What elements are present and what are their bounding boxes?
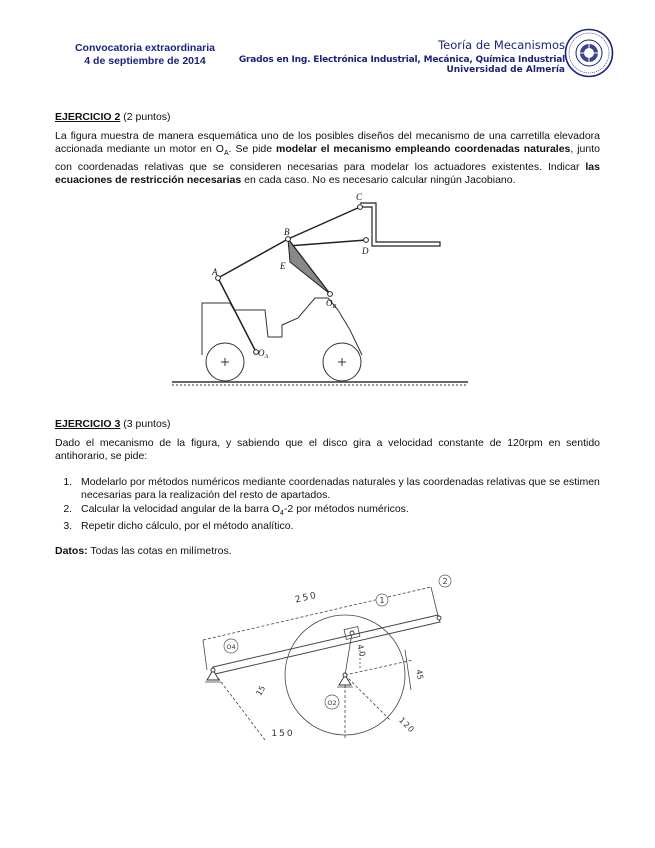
- fork-frame: [360, 203, 440, 246]
- label-a: A: [212, 267, 218, 277]
- exercise-2-statement: [55, 130, 600, 187]
- label-oa: $O_A$: [258, 348, 269, 360]
- exercise-3-list: [55, 476, 600, 533]
- datos-label: Datos:: [55, 545, 88, 557]
- exercise-3-title: EJERCICIO 3: [55, 418, 121, 430]
- ex2-bold-2: las ecuaciones de restricción necesarias: [55, 160, 600, 186]
- exercise-3-intro: [55, 437, 600, 464]
- link-e-d: [288, 240, 366, 246]
- forklift-diagram: [170, 190, 470, 390]
- exam-date: 4 de septiembre de 2014: [84, 55, 206, 67]
- dim-45: 45: [414, 668, 425, 681]
- exercise-3-points: (3 puntos): [123, 418, 171, 430]
- dim-250: 250: [294, 590, 319, 606]
- header-left: [60, 42, 230, 68]
- label-1: 1: [379, 596, 385, 605]
- ex3-intro-text: Dado el mecanismo de la figura, y sabiendo que el disco gira a velocidad constante de 120rpm en sentido antihorario, se pide:: [55, 437, 600, 463]
- ex2-text-3: , junto con coordenadas relativas que se consideren necesarias para modelar los actuadores existentes. Indicar: [55, 143, 600, 173]
- link-oa-a: [218, 278, 256, 352]
- exercise-2-heading: [55, 111, 171, 123]
- university-name: Universidad de Almería: [446, 65, 565, 75]
- ex2-text-2: . Se pide: [228, 143, 276, 156]
- ex2-bold-1: modelar el mecanismo empleando coordenadas naturales: [276, 143, 571, 156]
- dim-150: 150: [271, 729, 295, 739]
- header-right: [239, 38, 565, 75]
- label-b: B: [284, 227, 290, 237]
- exercise-2-title: EJERCICIO 2: [55, 111, 121, 123]
- exercise-2-points: (2 puntos): [123, 111, 171, 123]
- list-item: 1. Modelarlo por métodos numéricos mediante coordenadas naturales y las coordenadas relativas que se estimen necesarias para la realización del resto de apartados.: [75, 476, 600, 503]
- exercise-3-heading: [55, 418, 171, 430]
- ex2-text-4: en cada caso. No es necesario calcular ningún Jacobiano.: [241, 173, 516, 186]
- dim-120: 120: [397, 715, 417, 735]
- label-ob: $O_B$: [326, 298, 337, 310]
- datos-text: Todas las cotas en milímetros.: [87, 545, 232, 557]
- degree-programs: Grados en Ing. Electrónica Industrial, Mecánica, Química Industrial: [238, 55, 565, 65]
- mechanism-diagram: [195, 570, 465, 745]
- list-item: 2. Calcular la velocidad angular de la barra $O_4-2$ por métodos numéricos.: [75, 503, 600, 520]
- course-title: Teoría de Mecanismos: [438, 38, 565, 52]
- label-c: C: [356, 192, 363, 202]
- link-a-b: [218, 239, 288, 278]
- list-item: 3. Repetir dicho cálculo, por el método analítico.: [75, 520, 600, 533]
- label-o2: O2: [327, 699, 337, 707]
- exam-session: Convocatoria extraordinaria: [74, 42, 216, 54]
- label-e: E: [280, 261, 286, 271]
- label-2: 2: [442, 577, 448, 586]
- ex2-text-1: La figura muestra de manera esquemática uno de los posibles diseños del mecanismo de una carretilla elevadora accionada mediante un motor en O: [55, 130, 600, 156]
- label-d: D: [362, 246, 369, 256]
- triangle-link: [288, 239, 330, 294]
- dim-40: 40: [355, 643, 368, 660]
- dim-15: 15: [254, 684, 268, 698]
- university-seal-icon: [564, 28, 614, 78]
- exercise-3-data: [55, 545, 232, 557]
- vehicle-body: [202, 298, 362, 355]
- ex2-subscript: A: [223, 150, 229, 158]
- bar-o4-2: [213, 615, 440, 674]
- label-o4: O4: [226, 643, 236, 651]
- link-b-c: [288, 207, 360, 239]
